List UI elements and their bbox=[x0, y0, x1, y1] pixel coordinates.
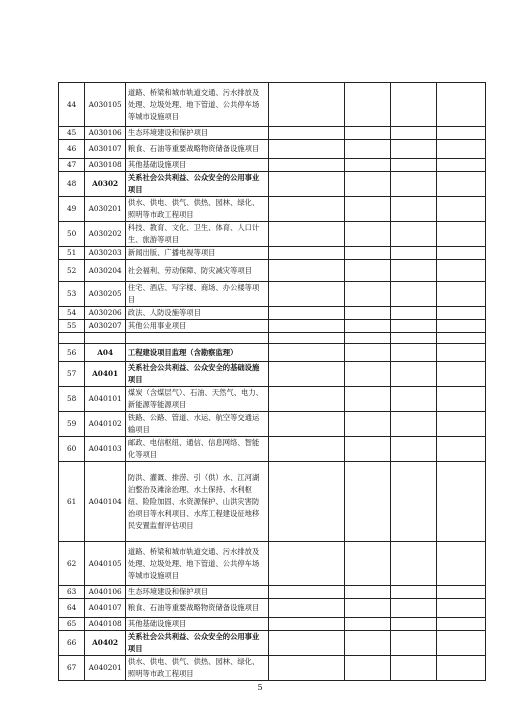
empty-cell bbox=[437, 344, 486, 362]
row-code: A0401 bbox=[85, 362, 126, 387]
row-name: 道路、桥梁和城市轨道交通、污水排放及处理、垃圾处理、地下管道、公共停车场等城市设施项目 bbox=[125, 83, 268, 127]
empty-cell bbox=[390, 282, 437, 307]
empty-cell bbox=[344, 260, 390, 282]
empty-cell bbox=[268, 599, 344, 618]
row-code bbox=[85, 333, 126, 344]
empty-cell bbox=[344, 320, 390, 333]
empty-cell bbox=[268, 320, 344, 333]
table-row bbox=[59, 387, 486, 412]
empty-cell bbox=[344, 344, 390, 362]
row-code: A030107 bbox=[85, 140, 126, 159]
page-number: 5 bbox=[257, 683, 263, 692]
row-name: 住宅、酒店、写字楼、商场、办公楼等项目 bbox=[125, 282, 268, 307]
row-code: A0302 bbox=[85, 172, 126, 197]
row-name: 邮政、电信枢纽、通信、信息网络、智能化等项目 bbox=[125, 437, 268, 462]
row-number: 58 bbox=[59, 387, 85, 412]
row-name: 生态环境建设和保护项目 bbox=[125, 586, 268, 599]
row-code: A030204 bbox=[85, 260, 126, 282]
empty-cell bbox=[437, 197, 486, 222]
row-code: A030106 bbox=[85, 127, 126, 140]
table-row bbox=[59, 282, 486, 307]
table-row bbox=[59, 462, 486, 542]
empty-cell bbox=[437, 159, 486, 172]
empty-cell bbox=[390, 437, 437, 462]
row-name: 关系社会公共利益、公众安全的公用事业项目 bbox=[125, 631, 268, 656]
table-row bbox=[59, 172, 486, 197]
row-name: 新闻出版、广播电视等项目 bbox=[125, 247, 268, 260]
empty-cell bbox=[437, 437, 486, 462]
empty-cell bbox=[268, 344, 344, 362]
row-number: 59 bbox=[59, 412, 85, 437]
empty-cell bbox=[437, 412, 486, 437]
empty-cell bbox=[437, 542, 486, 586]
empty-cell bbox=[268, 412, 344, 437]
empty-cell bbox=[344, 631, 390, 656]
empty-cell bbox=[268, 83, 344, 127]
empty-cell bbox=[344, 333, 390, 344]
empty-cell bbox=[390, 83, 437, 127]
empty-cell bbox=[344, 159, 390, 172]
empty-cell bbox=[437, 140, 486, 159]
empty-cell bbox=[437, 307, 486, 320]
row-name: 其他公用事业项目 bbox=[125, 320, 268, 333]
row-name: 粮食、石油等重要战略物资储备设施项目 bbox=[125, 140, 268, 159]
empty-cell bbox=[268, 586, 344, 599]
empty-cell bbox=[268, 387, 344, 412]
empty-cell bbox=[437, 656, 486, 681]
empty-cell bbox=[437, 127, 486, 140]
empty-cell bbox=[344, 586, 390, 599]
row-name: 工程建设项目监理（含勘察监理） bbox=[125, 344, 268, 362]
empty-cell bbox=[437, 362, 486, 387]
row-code: A030202 bbox=[85, 222, 126, 247]
empty-cell bbox=[390, 333, 437, 344]
empty-cell bbox=[390, 599, 437, 618]
row-name: 道路、桥梁和城市轨道交通、污水排放及处理、垃圾处理、地下管道、公共停车场等城市设施项目 bbox=[125, 542, 268, 586]
empty-cell bbox=[390, 159, 437, 172]
table-row bbox=[59, 320, 486, 333]
empty-cell bbox=[390, 197, 437, 222]
row-code: A040105 bbox=[85, 542, 126, 586]
empty-cell bbox=[344, 542, 390, 586]
empty-cell bbox=[268, 333, 344, 344]
empty-cell bbox=[390, 307, 437, 320]
row-number: 44 bbox=[59, 83, 85, 127]
row-number: 63 bbox=[59, 586, 85, 599]
row-code: A040107 bbox=[85, 599, 126, 618]
row-number: 60 bbox=[59, 437, 85, 462]
row-code: A030203 bbox=[85, 247, 126, 260]
empty-cell bbox=[437, 618, 486, 631]
empty-cell bbox=[437, 282, 486, 307]
empty-cell bbox=[268, 631, 344, 656]
table-row bbox=[59, 127, 486, 140]
row-code: A040103 bbox=[85, 437, 126, 462]
row-name: 政法、人防设施等项目 bbox=[125, 307, 268, 320]
row-number: 61 bbox=[59, 462, 85, 542]
row-number: 53 bbox=[59, 282, 85, 307]
empty-cell bbox=[268, 172, 344, 197]
empty-cell bbox=[344, 307, 390, 320]
empty-cell bbox=[268, 159, 344, 172]
row-code: A030201 bbox=[85, 197, 126, 222]
empty-cell bbox=[390, 462, 437, 542]
row-number: 57 bbox=[59, 362, 85, 387]
empty-cell bbox=[268, 656, 344, 681]
empty-cell bbox=[344, 247, 390, 260]
empty-cell bbox=[390, 412, 437, 437]
empty-cell bbox=[268, 127, 344, 140]
row-number: 54 bbox=[59, 307, 85, 320]
row-number: 45 bbox=[59, 127, 85, 140]
empty-cell bbox=[344, 362, 390, 387]
empty-cell bbox=[268, 362, 344, 387]
table-row bbox=[59, 656, 486, 681]
row-name: 防洪、灌溉、排涝、引（供）水、江河湖泊整治及滩涂治理、水土保持、水利枢纽、险险加固、水资源保护、山洪灾害防治项目等水利项目、水库工程建设征地移民安置监督评估项目 bbox=[125, 462, 268, 542]
empty-cell bbox=[437, 631, 486, 656]
row-name: 科技、教育、文化、卫生、体育、人口计生、旅游等项目 bbox=[125, 222, 268, 247]
empty-cell bbox=[390, 656, 437, 681]
table-row bbox=[59, 362, 486, 387]
empty-cell bbox=[390, 618, 437, 631]
row-number: 55 bbox=[59, 320, 85, 333]
empty-cell bbox=[268, 437, 344, 462]
row-name: 煤炭（含煤层气）、石油、天然气、电力、新能源等能源项目 bbox=[125, 387, 268, 412]
row-number: 67 bbox=[59, 656, 85, 681]
row-code: A040104 bbox=[85, 462, 126, 542]
row-number: 56 bbox=[59, 344, 85, 362]
row-number: 48 bbox=[59, 172, 85, 197]
row-number: 49 bbox=[59, 197, 85, 222]
row-number: 51 bbox=[59, 247, 85, 260]
empty-cell bbox=[390, 222, 437, 247]
table-row bbox=[59, 307, 486, 320]
empty-cell bbox=[344, 127, 390, 140]
empty-cell bbox=[344, 618, 390, 631]
empty-cell bbox=[437, 260, 486, 282]
row-name: 其他基础设施项目 bbox=[125, 618, 268, 631]
empty-cell bbox=[437, 462, 486, 542]
table-row bbox=[59, 599, 486, 618]
row-number: 46 bbox=[59, 140, 85, 159]
row-name: 社会福利、劳动保障、防灾减灾等项目 bbox=[125, 260, 268, 282]
empty-cell bbox=[390, 172, 437, 197]
row-code: A030108 bbox=[85, 159, 126, 172]
empty-cell bbox=[344, 140, 390, 159]
row-number: 50 bbox=[59, 222, 85, 247]
empty-cell bbox=[344, 222, 390, 247]
empty-cell bbox=[390, 362, 437, 387]
row-number: 52 bbox=[59, 260, 85, 282]
row-name: 关系社会公共利益、公众安全的基础设施项目 bbox=[125, 362, 268, 387]
empty-cell bbox=[268, 462, 344, 542]
row-code: A040101 bbox=[85, 387, 126, 412]
empty-cell bbox=[344, 437, 390, 462]
blank-row bbox=[59, 333, 486, 344]
table-row bbox=[59, 437, 486, 462]
empty-cell bbox=[268, 197, 344, 222]
row-name: 其他基础设施项目 bbox=[125, 159, 268, 172]
row-code: A04 bbox=[85, 344, 126, 362]
row-number: 64 bbox=[59, 599, 85, 618]
table-row bbox=[59, 542, 486, 586]
empty-cell bbox=[268, 307, 344, 320]
row-name bbox=[125, 333, 268, 344]
row-number: 47 bbox=[59, 159, 85, 172]
row-name: 粮食、石油等重要战略物资储备设施项目 bbox=[125, 599, 268, 618]
table-row bbox=[59, 247, 486, 260]
row-code: A040108 bbox=[85, 618, 126, 631]
empty-cell bbox=[268, 140, 344, 159]
empty-cell bbox=[390, 247, 437, 260]
empty-cell bbox=[344, 197, 390, 222]
empty-cell bbox=[390, 344, 437, 362]
row-name: 关系社会公共利益、公众安全的公用事业项目 bbox=[125, 172, 268, 197]
row-number bbox=[59, 333, 85, 344]
catalog-table-body bbox=[59, 83, 486, 681]
table-row bbox=[59, 140, 486, 159]
empty-cell bbox=[437, 387, 486, 412]
empty-cell bbox=[390, 542, 437, 586]
table-row bbox=[59, 260, 486, 282]
row-code: A040102 bbox=[85, 412, 126, 437]
empty-cell bbox=[390, 586, 437, 599]
row-number: 65 bbox=[59, 618, 85, 631]
empty-cell bbox=[344, 599, 390, 618]
empty-cell bbox=[344, 172, 390, 197]
catalog-table bbox=[58, 82, 486, 681]
row-code: A030105 bbox=[85, 83, 126, 127]
table-row bbox=[59, 222, 486, 247]
row-number: 66 bbox=[59, 631, 85, 656]
empty-cell bbox=[437, 172, 486, 197]
table-row bbox=[59, 197, 486, 222]
empty-cell bbox=[344, 412, 390, 437]
empty-cell bbox=[390, 387, 437, 412]
table-row bbox=[59, 159, 486, 172]
empty-cell bbox=[268, 222, 344, 247]
empty-cell bbox=[344, 387, 390, 412]
empty-cell bbox=[344, 282, 390, 307]
empty-cell bbox=[268, 618, 344, 631]
empty-cell bbox=[344, 462, 390, 542]
row-name: 生态环境建设和保护项目 bbox=[125, 127, 268, 140]
row-code: A040106 bbox=[85, 586, 126, 599]
row-code: A030205 bbox=[85, 282, 126, 307]
empty-cell bbox=[390, 320, 437, 333]
empty-cell bbox=[390, 140, 437, 159]
empty-cell bbox=[437, 599, 486, 618]
table-row bbox=[59, 631, 486, 656]
row-code: A030206 bbox=[85, 307, 126, 320]
table-row bbox=[59, 83, 486, 127]
table-row bbox=[59, 618, 486, 631]
table-row bbox=[59, 344, 486, 362]
empty-cell bbox=[344, 656, 390, 681]
empty-cell bbox=[268, 260, 344, 282]
row-code: A040201 bbox=[85, 656, 126, 681]
empty-cell bbox=[437, 247, 486, 260]
row-name: 供水、供电、供气、供热、园林、绿化、照明等市政工程项目 bbox=[125, 656, 268, 681]
empty-cell bbox=[437, 83, 486, 127]
empty-cell bbox=[344, 83, 390, 127]
row-name: 供水、供电、供气、供热、园林、绿化、照明等市政工程项目 bbox=[125, 197, 268, 222]
empty-cell bbox=[390, 127, 437, 140]
empty-cell bbox=[268, 282, 344, 307]
row-number: 62 bbox=[59, 542, 85, 586]
row-name: 铁路、公路、管道、水运、航空等交通运输项目 bbox=[125, 412, 268, 437]
empty-cell bbox=[268, 542, 344, 586]
empty-cell bbox=[390, 260, 437, 282]
table-row bbox=[59, 412, 486, 437]
row-code: A030207 bbox=[85, 320, 126, 333]
row-code: A0402 bbox=[85, 631, 126, 656]
empty-cell bbox=[268, 247, 344, 260]
empty-cell bbox=[437, 320, 486, 333]
table-row bbox=[59, 586, 486, 599]
empty-cell bbox=[390, 631, 437, 656]
empty-cell bbox=[437, 222, 486, 247]
empty-cell bbox=[437, 586, 486, 599]
empty-cell bbox=[437, 333, 486, 344]
